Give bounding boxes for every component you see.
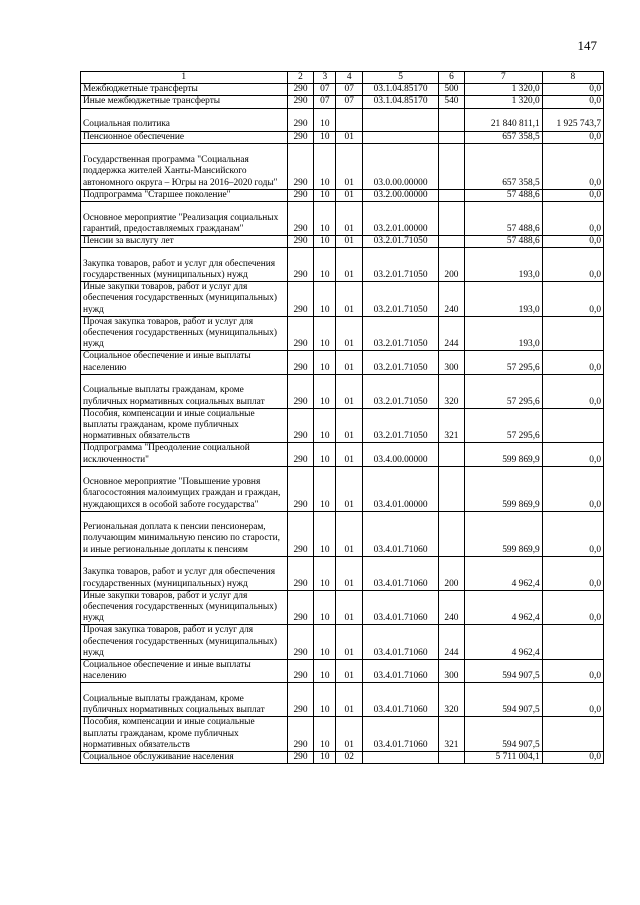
- name-cell: Межбюджетные трансферты: [81, 84, 288, 96]
- table-row: [81, 752, 604, 764]
- subvention-cell: 0,0: [542, 374, 603, 408]
- table-row: [81, 143, 604, 189]
- name-cell: Иные закупки товаров, работ и услуг для обеспечения государственных (муниципальных) нужд: [81, 282, 288, 317]
- subvention-cell: 0,0: [542, 131, 603, 143]
- section-cell: 10: [314, 590, 336, 625]
- target-article-cell: 03.2.00.00000: [363, 189, 439, 201]
- subsection-cell: 01: [336, 556, 363, 590]
- table-row: [81, 108, 604, 131]
- amount-cell: 21 840 811,1: [464, 108, 542, 131]
- name-cell: Социальное обеспечение и иные выплаты населению: [81, 660, 288, 683]
- expense-type-cell: 540: [438, 96, 464, 108]
- section-cell: 10: [314, 443, 336, 466]
- column-header: 8: [542, 72, 603, 84]
- subvention-cell: 0,0: [542, 683, 603, 717]
- subsection-cell: 01: [336, 351, 363, 374]
- amount-cell: 57 488,6: [464, 189, 542, 201]
- section-cell: 10: [314, 143, 336, 189]
- target-article-cell: 03.4.01.71060: [363, 717, 439, 752]
- name-cell: Социальное обеспечение и иные выплаты населению: [81, 351, 288, 374]
- expense-type-cell: [438, 189, 464, 201]
- ministry-code-cell: 290: [287, 717, 314, 752]
- subvention-cell: [542, 625, 603, 660]
- ministry-code-cell: 290: [287, 316, 314, 351]
- target-article-cell: 03.4.01.00000: [363, 466, 439, 511]
- amount-cell: 657 358,5: [464, 131, 542, 143]
- subvention-cell: 0,0: [542, 660, 603, 683]
- amount-cell: 5 711 004,1: [464, 752, 542, 764]
- subsection-cell: 01: [336, 248, 363, 282]
- ministry-code-cell: 290: [287, 189, 314, 201]
- amount-cell: 57 295,6: [464, 351, 542, 374]
- column-header: 4: [336, 72, 363, 84]
- amount-cell: 1 320,0: [464, 84, 542, 96]
- table-row: [81, 466, 604, 511]
- section-cell: 10: [314, 683, 336, 717]
- expense-type-cell: 320: [438, 374, 464, 408]
- column-header: 3: [314, 72, 336, 84]
- ministry-code-cell: 290: [287, 466, 314, 511]
- expense-type-cell: [438, 131, 464, 143]
- name-cell: Подпрограмма "Преодоление социальной исключенности": [81, 443, 288, 466]
- amount-cell: 193,0: [464, 316, 542, 351]
- table-row: [81, 316, 604, 351]
- subvention-cell: 0,0: [542, 143, 603, 189]
- expense-type-cell: 200: [438, 248, 464, 282]
- expense-type-cell: 200: [438, 556, 464, 590]
- section-cell: 10: [314, 202, 336, 236]
- ministry-code-cell: 290: [287, 752, 314, 764]
- amount-cell: 599 869,9: [464, 466, 542, 511]
- subvention-cell: 0,0: [542, 590, 603, 625]
- name-cell: Иные закупки товаров, работ и услуг для обеспечения государственных (муниципальных) нужд: [81, 590, 288, 625]
- column-header: 7: [464, 72, 542, 84]
- target-article-cell: 03.4.01.71060: [363, 683, 439, 717]
- name-cell: Социальное обслуживание населения: [81, 752, 288, 764]
- target-article-cell: [363, 108, 439, 131]
- name-cell: Основное мероприятие "Реализация социальных гарантий, предоставляемых гражданам": [81, 202, 288, 236]
- name-cell: Основное мероприятие "Повышение уровня благосостояния малоимущих граждан и граждан, нуждающихся в особой заботе государства": [81, 466, 288, 511]
- amount-cell: 4 962,4: [464, 625, 542, 660]
- ministry-code-cell: 290: [287, 84, 314, 96]
- expense-type-cell: 321: [438, 408, 464, 443]
- section-cell: 10: [314, 351, 336, 374]
- ministry-code-cell: 290: [287, 351, 314, 374]
- subvention-cell: 0,0: [542, 511, 603, 556]
- expense-type-cell: [438, 143, 464, 189]
- name-cell: Прочая закупка товаров, работ и услуг для обеспечения государственных (муниципальных) нужд: [81, 625, 288, 660]
- expense-type-cell: 244: [438, 625, 464, 660]
- page-number: 147: [577, 38, 597, 53]
- target-article-cell: 03.2.01.71050: [363, 282, 439, 317]
- target-article-cell: 03.2.01.71050: [363, 248, 439, 282]
- target-article-cell: 03.4.01.71060: [363, 590, 439, 625]
- ministry-code-cell: 290: [287, 236, 314, 248]
- section-cell: 10: [314, 131, 336, 143]
- expense-type-cell: 300: [438, 660, 464, 683]
- section-cell: 10: [314, 374, 336, 408]
- section-cell: 07: [314, 96, 336, 108]
- expense-type-cell: 321: [438, 717, 464, 752]
- amount-cell: 193,0: [464, 282, 542, 317]
- table-row: [81, 189, 604, 201]
- table-row: [81, 511, 604, 556]
- amount-cell: 599 869,9: [464, 511, 542, 556]
- amount-cell: 4 962,4: [464, 556, 542, 590]
- section-cell: 10: [314, 316, 336, 351]
- subsection-cell: 01: [336, 683, 363, 717]
- subsection-cell: 01: [336, 625, 363, 660]
- expense-type-cell: 500: [438, 84, 464, 96]
- subsection-cell: 01: [336, 374, 363, 408]
- subsection-cell: 01: [336, 466, 363, 511]
- subvention-cell: 0,0: [542, 248, 603, 282]
- subvention-cell: 0,0: [542, 236, 603, 248]
- expense-type-cell: [438, 752, 464, 764]
- table-row: [81, 202, 604, 236]
- section-cell: 10: [314, 236, 336, 248]
- section-cell: 10: [314, 189, 336, 201]
- subvention-cell: 0,0: [542, 443, 603, 466]
- table-row: [81, 717, 604, 752]
- amount-cell: 594 907,5: [464, 660, 542, 683]
- ministry-code-cell: 290: [287, 282, 314, 317]
- table-row: [81, 282, 604, 317]
- subsection-cell: 01: [336, 717, 363, 752]
- name-cell: Закупка товаров, работ и услуг для обеспечения государственных (муниципальных) нужд: [81, 556, 288, 590]
- table-row: [81, 590, 604, 625]
- name-cell: Закупка товаров, работ и услуг для обеспечения государственных (муниципальных) нужд: [81, 248, 288, 282]
- target-article-cell: 03.4.01.71060: [363, 511, 439, 556]
- name-cell: Социальная политика: [81, 108, 288, 131]
- table-row: [81, 96, 604, 108]
- ministry-code-cell: 290: [287, 202, 314, 236]
- ministry-code-cell: 290: [287, 660, 314, 683]
- subsection-cell: 01: [336, 189, 363, 201]
- column-header: 2: [287, 72, 314, 84]
- subsection-cell: 01: [336, 202, 363, 236]
- subvention-cell: 0,0: [542, 466, 603, 511]
- name-cell: Социальные выплаты гражданам, кроме публичных нормативных социальных выплат: [81, 374, 288, 408]
- table-row: [81, 443, 604, 466]
- ministry-code-cell: 290: [287, 143, 314, 189]
- subsection-cell: 01: [336, 236, 363, 248]
- amount-cell: 594 907,5: [464, 717, 542, 752]
- subsection-cell: 01: [336, 590, 363, 625]
- expense-type-cell: [438, 511, 464, 556]
- section-cell: 10: [314, 282, 336, 317]
- subvention-cell: 0,0: [542, 282, 603, 317]
- expense-type-cell: [438, 202, 464, 236]
- ministry-code-cell: 290: [287, 511, 314, 556]
- name-cell: Пособия, компенсации и иные социальные выплаты гражданам, кроме публичных нормативных обязательств: [81, 717, 288, 752]
- subvention-cell: 1 925 743,7: [542, 108, 603, 131]
- column-header: 5: [363, 72, 439, 84]
- expense-type-cell: 300: [438, 351, 464, 374]
- name-cell: Пособия, компенсации и иные социальные выплаты гражданам, кроме публичных нормативных обязательств: [81, 408, 288, 443]
- subvention-cell: [542, 316, 603, 351]
- section-cell: 10: [314, 511, 336, 556]
- subsection-cell: 01: [336, 143, 363, 189]
- section-cell: 07: [314, 84, 336, 96]
- subsection-cell: [336, 108, 363, 131]
- ministry-code-cell: 290: [287, 374, 314, 408]
- expense-type-cell: [438, 108, 464, 131]
- table-row: [81, 556, 604, 590]
- name-cell: Пенсионное обеспечение: [81, 131, 288, 143]
- subvention-cell: 0,0: [542, 752, 603, 764]
- subsection-cell: 01: [336, 131, 363, 143]
- subvention-cell: 0,0: [542, 189, 603, 201]
- ministry-code-cell: 290: [287, 408, 314, 443]
- expense-type-cell: 244: [438, 316, 464, 351]
- subsection-cell: 01: [336, 660, 363, 683]
- target-article-cell: 03.1.04.85170: [363, 96, 439, 108]
- name-cell: Пенсии за выслугу лет: [81, 236, 288, 248]
- name-cell: Государственная программа "Социальная поддержка жителей Ханты-Мансийского автономного округа – Югры на 2016–2020 годы": [81, 143, 288, 189]
- table-row: [81, 374, 604, 408]
- amount-cell: 57 295,6: [464, 374, 542, 408]
- subsection-cell: 02: [336, 752, 363, 764]
- name-cell: Подпрограмма "Старшее поколение": [81, 189, 288, 201]
- amount-cell: 193,0: [464, 248, 542, 282]
- ministry-code-cell: 290: [287, 590, 314, 625]
- target-article-cell: [363, 131, 439, 143]
- subvention-cell: 0,0: [542, 351, 603, 374]
- subvention-cell: 0,0: [542, 202, 603, 236]
- ministry-code-cell: 290: [287, 683, 314, 717]
- name-cell: Прочая закупка товаров, работ и услуг для обеспечения государственных (муниципальных) нужд: [81, 316, 288, 351]
- table-row: [81, 625, 604, 660]
- target-article-cell: 03.4.01.71060: [363, 625, 439, 660]
- subvention-cell: [542, 408, 603, 443]
- section-cell: 10: [314, 108, 336, 131]
- subvention-cell: 0,0: [542, 96, 603, 108]
- name-cell: Иные межбюджетные трансферты: [81, 96, 288, 108]
- section-cell: 10: [314, 752, 336, 764]
- section-cell: 10: [314, 556, 336, 590]
- amount-cell: 57 488,6: [464, 236, 542, 248]
- subvention-cell: [542, 717, 603, 752]
- section-cell: 10: [314, 625, 336, 660]
- ministry-code-cell: 290: [287, 131, 314, 143]
- amount-cell: 594 907,5: [464, 683, 542, 717]
- amount-cell: 57 295,6: [464, 408, 542, 443]
- table-header-row: [81, 72, 604, 84]
- target-article-cell: 03.2.01.71050: [363, 351, 439, 374]
- column-header: 1: [81, 72, 288, 84]
- amount-cell: 57 488,6: [464, 202, 542, 236]
- section-cell: 10: [314, 717, 336, 752]
- table-row: [81, 248, 604, 282]
- expense-type-cell: 240: [438, 590, 464, 625]
- ministry-code-cell: 290: [287, 556, 314, 590]
- table-row: [81, 351, 604, 374]
- amount-cell: 1 320,0: [464, 96, 542, 108]
- table-row: [81, 660, 604, 683]
- table-row: [81, 236, 604, 248]
- table-row: [81, 131, 604, 143]
- table-row: [81, 408, 604, 443]
- subsection-cell: 01: [336, 408, 363, 443]
- target-article-cell: 03.4.00.00000: [363, 443, 439, 466]
- target-article-cell: [363, 752, 439, 764]
- subsection-cell: 07: [336, 84, 363, 96]
- budget-table: [80, 71, 604, 764]
- table-row: [81, 683, 604, 717]
- amount-cell: 4 962,4: [464, 590, 542, 625]
- ministry-code-cell: 290: [287, 625, 314, 660]
- section-cell: 10: [314, 660, 336, 683]
- subvention-cell: 0,0: [542, 556, 603, 590]
- expense-type-cell: 320: [438, 683, 464, 717]
- expense-type-cell: [438, 236, 464, 248]
- expense-type-cell: [438, 466, 464, 511]
- subsection-cell: 01: [336, 443, 363, 466]
- table-body: [81, 72, 604, 764]
- amount-cell: 657 358,5: [464, 143, 542, 189]
- ministry-code-cell: 290: [287, 443, 314, 466]
- target-article-cell: 03.4.01.71060: [363, 660, 439, 683]
- subvention-cell: 0,0: [542, 84, 603, 96]
- name-cell: Региональная доплата к пенсии пенсионерам, получающим минимальную пенсию по старости, и иные региональные доплаты к пенсиям: [81, 511, 288, 556]
- subsection-cell: 01: [336, 282, 363, 317]
- target-article-cell: 03.2.01.71050: [363, 316, 439, 351]
- target-article-cell: 03.4.01.71060: [363, 556, 439, 590]
- target-article-cell: 03.2.01.71050: [363, 408, 439, 443]
- table-row: [81, 84, 604, 96]
- ministry-code-cell: 290: [287, 108, 314, 131]
- section-cell: 10: [314, 408, 336, 443]
- name-cell: Социальные выплаты гражданам, кроме публичных нормативных социальных выплат: [81, 683, 288, 717]
- expense-type-cell: [438, 443, 464, 466]
- subsection-cell: 01: [336, 511, 363, 556]
- target-article-cell: 03.0.00.00000: [363, 143, 439, 189]
- ministry-code-cell: 290: [287, 96, 314, 108]
- target-article-cell: 03.2.01.00000: [363, 202, 439, 236]
- subsection-cell: 07: [336, 96, 363, 108]
- target-article-cell: 03.2.01.71050: [363, 374, 439, 408]
- expense-type-cell: 240: [438, 282, 464, 317]
- subsection-cell: 01: [336, 316, 363, 351]
- ministry-code-cell: 290: [287, 248, 314, 282]
- amount-cell: 599 869,9: [464, 443, 542, 466]
- section-cell: 10: [314, 466, 336, 511]
- section-cell: 10: [314, 248, 336, 282]
- column-header: 6: [438, 72, 464, 84]
- target-article-cell: 03.1.04.85170: [363, 84, 439, 96]
- target-article-cell: 03.2.01.71050: [363, 236, 439, 248]
